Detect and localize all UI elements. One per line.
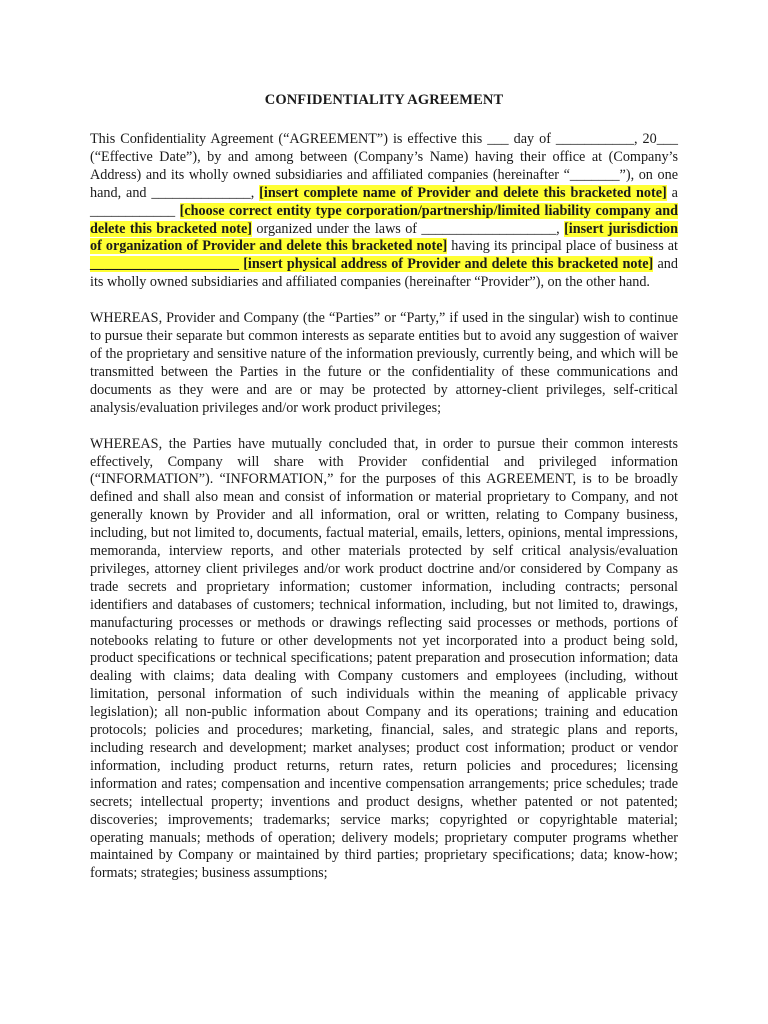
- intro-paragraph: [90, 131, 678, 292]
- document-page: [90, 92, 678, 901]
- intro-text-2: a ____________: [90, 184, 678, 219]
- intro-text-5: and its wholly owned subsidiaries and affiliated companies (hereinafter “Provider”), on the other hand.: [90, 256, 678, 291]
- document-title: CONFIDENTIALITY AGREEMENT: [264, 92, 504, 108]
- intro-text-3: organized under the laws of ___________________,: [252, 220, 565, 237]
- address-note: _____________________ [insert physical address of Provider and delete this bracketed note]: [90, 256, 654, 273]
- provider-name-note: [insert complete name of Provider and delete this bracketed note]: [259, 184, 667, 201]
- intro-text-1: This Confidentiality Agreement (“AGREEMENT”) is effective this ___ day of ___________, 20___ (“Effective Date”), by and among between (Company’s Name) having their office at (Company’s Address) and its wholly owned subsidiaries and affiliated companies (hereinafter “_______”), on one hand, and ______________,: [90, 131, 678, 201]
- whereas-paragraph-2: WHEREAS, the Parties have mutually concluded that, in order to pursue their common interests effectively, Company will share with Provider confidential and privileged information (“INFORMATION”). “INFORMATION,” for the purposes of this AGREEMENT, is to be broadly defined and shall also mean and consist of information or material proprietary to Company, and not generally known by Provider and all information, oral or written, relating to Company business, including, but not limited to, documents, factual material, emails, letters, opinions, mental impressions, memoranda, interview reports, and other materials protected by self critical analysis/evaluation privileges, attorney client privileges and/or work product doctrine and/or considered by Company as trade secrets and proprietary information; customer information, including contracts; personal identifiers and databases of customers; technical information, including, but not limited to, drawings, manufacturing processes or methods or drawings reflecting said processes or methods, portions of notebooks relating to future or other developments not yet incorporated into a product being sold, product specifications or technical specifications; patent preparation and prosecution information; data dealing with claims; data dealing with Company customers and employees (including, without limitation, personal information of such individuals within the meaning of applicable privacy legislation); all non-public information about Company and its operations; training and education protocols; policies and procedures; marketing, financial, sales, and strategic plans and reports, including research and development; market analyses; product cost information; product or vendor information, including product returns, return rates, return policies and procedures; licensing information and rates; compensation and incentive compensation arrangements; price schedules; trade secrets; intellectual property; inventions and product designs, whether patented or not patented; discoveries; improvements; trademarks; service marks; copyrighted or copyrightable material; operating manuals; methods of operation; delivery models; proprietary computer programs whether maintained by Company or maintained by third parties; proprietary specifications; data; know-how; formats; strategies; business assumptions;: [90, 435, 678, 882]
- entity-type-note: [choose correct entity type corporation/partnership/limited liability company and delete this bracketed note]: [90, 202, 679, 237]
- jurisdiction-note: [insert jurisdiction of organization of Provider and delete this bracketed note]: [90, 220, 678, 255]
- whereas-paragraph-1: WHEREAS, Provider and Company (the “Parties” or “Party,” if used in the singular) wish to continue to pursue their separate but common interests as separate entities but to avoid any suggestion of waiver of the proprietary and sensitive nature of the information previously, currently being, and which will be transmitted between the Parties in the future or the confidentiality of these communications and documents as they were and are or may be protected by attorney-client privileges, self-critical analysis/evaluation privileges and/or work product privileges;: [90, 310, 678, 416]
- intro-text-4: having its principal place of business at: [447, 238, 679, 255]
